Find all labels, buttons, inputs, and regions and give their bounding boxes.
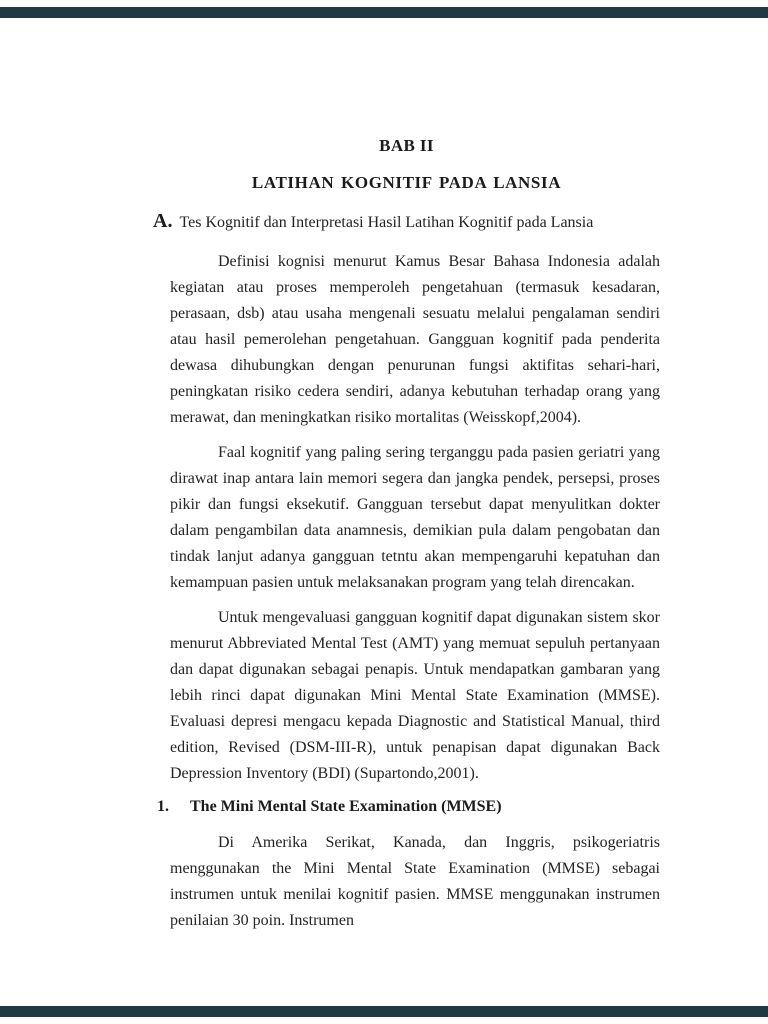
section-a-title: Tes Kognitif dan Interpretasi Hasil Latihan Kognitif pada Lansia [179, 214, 594, 231]
subsection-1-title: The Mini Mental State Examination (MMSE) [190, 798, 502, 815]
page-gap-top [0, 7, 768, 18]
paragraph-mmse-intro: Di Amerika Serikat, Kanada, dan Inggris, psikogeriatris menggunakan the Mini Mental State Examination (MMSE) sebagai instrumen untuk menilai kognitif pasien. MMSE menggunakan instrumen penilaian 30 poin. Instrumen [170, 834, 660, 929]
section-a-heading [153, 209, 660, 235]
section-a-marker: A. [153, 210, 173, 232]
subsection-1-marker: 1. [157, 798, 169, 815]
chapter-heading: BAB II [379, 136, 434, 155]
paragraph-definisi-kognisi: Definisi kognisi menurut Kamus Besar Bahasa Indonesia adalah kegiatan atau proses memperoleh pengetahuan (termasuk kesadaran, perasaan, dsb) atau usaha mengenali sesuatu melalui pengalaman sendiri atau hasil pemerolehan pengetahuan. Gangguan kognitif pada penderita dewasa dihubungkan dengan penurunan fungsi aktifitas sehari-hari, peningkatan risiko cedera sendiri, adanya kebutuhan terhadap orang yang merawat, dan meningkatkan risiko mortalitas (Weisskopf,2004). [170, 253, 660, 426]
paragraph-faal-kognitif: Faal kognitif yang paling sering terganggu pada pasien geriatri yang dirawat inap antara lain memori segera dan jangka pendek, persepsi, proses pikir dan fungsi eksekutif. Gangguan tersebut dapat menyulitkan dokter dalam pengambilan data anamnesis, demikian pula dalam pengobatan dan tindak lanjut adanya gangguan tetntu akan mempengaruhi kepatuhan dan kemampuan pasien untuk melaksanakan program yang telah direncakan. [170, 444, 660, 591]
page-gap-bottom [0, 1006, 768, 1017]
subsection-1-heading [157, 796, 660, 818]
paragraph-evaluasi-gangguan: Untuk mengevaluasi gangguan kognitif dapat digunakan sistem skor menurut Abbreviated Mental Test (AMT) yang memuat sepuluh pertanyaan dan dapat digunakan sebagai penapis. Untuk mendapatkan gambaran yang lebih rinci dapat digunakan Mini Mental State Examination (MMSE). Evaluasi depresi mengacu kepada Diagnostic and Statistical Manual, third edition, Revised (DSM-III-R), untuk penapisan dapat digunakan Back Depression Inventory (BDI) (Supartondo,2001). [170, 609, 660, 782]
document-page [153, 136, 660, 943]
chapter-title: LATIHAN KOGNITIF PADA LANSIA [251, 173, 562, 192]
